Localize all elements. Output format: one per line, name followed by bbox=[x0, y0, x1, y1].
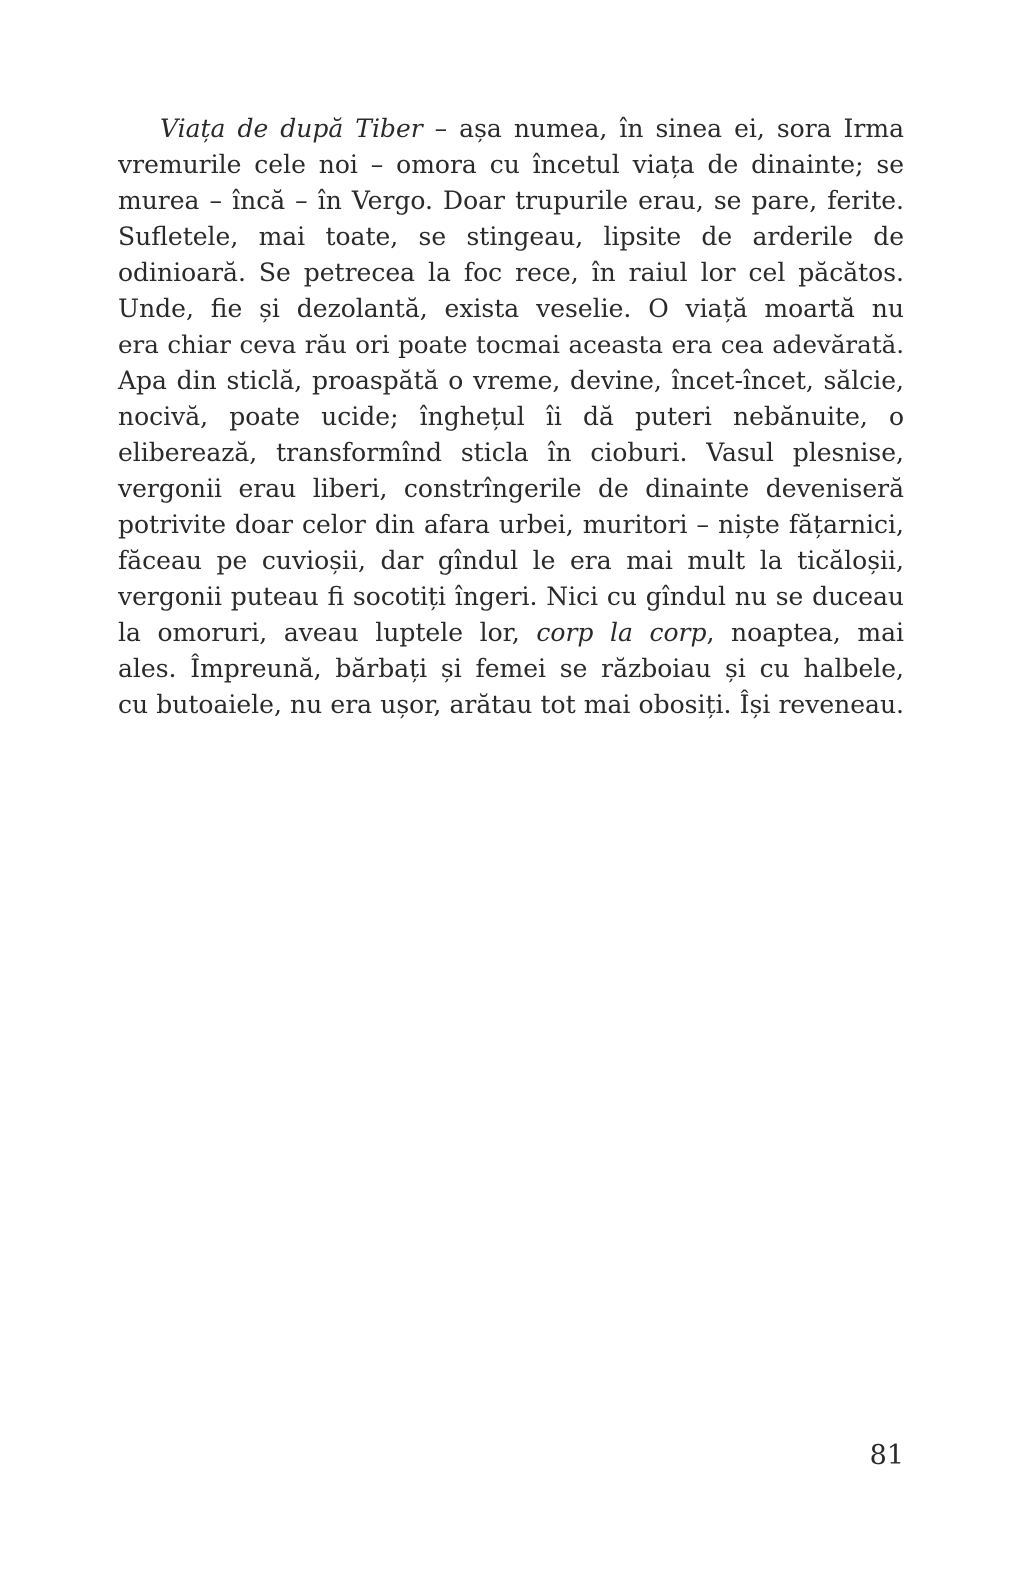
text-segment: făceau pe cuvioșii, dar gîndul le era mai mult la ticăloșii, bbox=[118, 546, 904, 575]
text-segment: – așa numea, în sinea ei, sora Irma bbox=[422, 114, 904, 143]
text-line bbox=[118, 507, 904, 543]
text-line bbox=[118, 291, 904, 327]
text-segment: Unde, fie și dezolantă, exista veselie. O viață moartă nu bbox=[118, 294, 904, 323]
text-segment: vremurile cele noi – omora cu încetul viața de dinainte; se bbox=[118, 150, 904, 179]
text-line bbox=[118, 363, 904, 399]
text-segment: murea – încă – în Vergo. Doar trupurile erau, se pare, ferite. bbox=[118, 186, 904, 215]
text-line bbox=[118, 471, 904, 507]
body-paragraph bbox=[118, 111, 904, 723]
text-segment: ales. Împreună, bărbați și femei se războiau și cu halbele, bbox=[118, 654, 904, 683]
text-line bbox=[118, 327, 904, 363]
text-segment: eliberează, transformînd sticla în cioburi. Vasul plesnise, bbox=[118, 438, 904, 467]
text-segment: vergonii puteau fi socotiți îngeri. Nici cu gîndul nu se duceau bbox=[118, 582, 904, 611]
text-line bbox=[118, 111, 904, 147]
text-line bbox=[118, 687, 904, 723]
text-line bbox=[118, 255, 904, 291]
text-segment: vergonii erau liberi, constrîngerile de dinainte deveniseră bbox=[118, 474, 904, 503]
text-line bbox=[118, 651, 904, 687]
text-line bbox=[118, 183, 904, 219]
text-segment: nocivă, poate ucide; înghețul îi dă puteri nebănuite, o bbox=[118, 402, 904, 431]
text-line bbox=[118, 147, 904, 183]
italic-text: Viața de după Tiber bbox=[160, 114, 423, 143]
text-line bbox=[118, 435, 904, 471]
text-segment: la omoruri, aveau luptele lor, bbox=[118, 618, 537, 647]
text-line bbox=[118, 615, 904, 651]
text-segment: potrivite doar celor din afara urbei, muritori – niște fățarnici, bbox=[118, 510, 904, 539]
text-segment: era chiar ceva rău ori poate tocmai aceasta era cea adevărată. bbox=[118, 330, 904, 359]
text-segment: Apa din sticlă, proaspătă o vreme, devine, încet-încet, sălcie, bbox=[118, 366, 904, 395]
text-segment: , noaptea, mai bbox=[706, 618, 904, 647]
italic-text: corp la corp bbox=[536, 618, 707, 647]
text-line bbox=[118, 543, 904, 579]
text-segment: odinioară. Se petrecea la foc rece, în raiul lor cel păcătos. bbox=[118, 258, 904, 287]
text-segment: cu butoaiele, nu era ușor, arătau tot mai obosiți. Își reveneau. bbox=[118, 690, 904, 719]
text-line bbox=[118, 399, 904, 435]
text-line bbox=[118, 579, 904, 615]
text-segment: Sufletele, mai toate, se stingeau, lipsite de arderile de bbox=[118, 222, 904, 251]
text-line bbox=[118, 219, 904, 255]
page-number: 81 bbox=[869, 1440, 904, 1471]
